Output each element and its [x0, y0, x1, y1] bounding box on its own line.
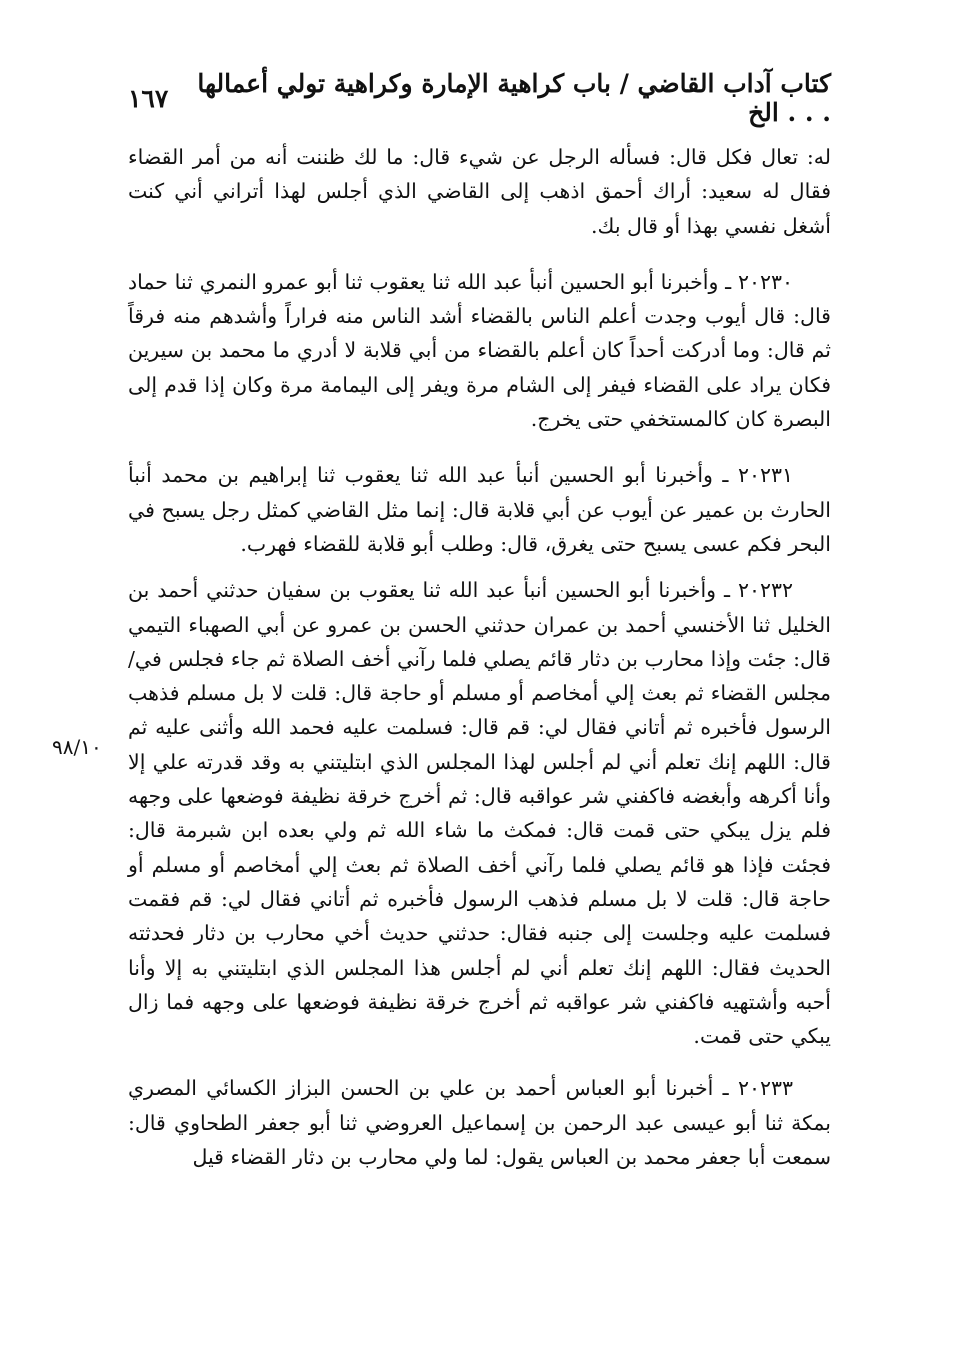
marginal-reference: ٩٨/١٠: [52, 735, 102, 759]
running-header: [128, 69, 831, 127]
hadith-20233: ٢٠٢٣٣ ـ أخبرنا أبو العباس أحمد بن علي بن الحسن البزاز الكسائي المصري بمكة ثنا أبو عيسى عبد الرحمن بن إسماعيل العروضي ثنا أبو جعفر الطحاوي قال: سمعت أبا جعفر محمد بن العباس يقول: لما ولي محارب بن دثار القضاء قيل: [128, 1076, 831, 1170]
header-title: كتاب آداب القاضي / باب كراهية الإمارة وكراهية تولي أعمالها . . . الخ: [197, 69, 831, 127]
hadith-20230: ٢٠٢٣٠ ـ وأخبرنا أبو الحسين أنبأ عبد الله ثنا يعقوب ثنا أبو عمرو النمري ثنا حماد قال: قال أيوب وجدت أعلم الناس بالقضاء أشد الناس منه فراراً وأشدهم منه فرقاً ثم قال: وما أدركت أحداً كان أعلم بالقضاء من أبي قلابة لا أدري ما محمد بن سيرين فكان يراد على القضاء فيفر إلى الشام مرة ويفر إلى اليمامة مرة وكان إذا قدم إلى البصرة كان كالمستخفي حتى يخرج.: [128, 269, 831, 432]
page-number: ١٦٧: [128, 83, 169, 113]
paragraph-continuation: له: تعال فكل قال: فسأله الرجل عن شيء قال: ما لك ظننت أنه من أمر القضاء فقال له سعيد: أراك أحمق اذهب إلى القاضي الذي أجلس لهذا أتراني أني كنت أشغل نفسي بهذا أو قال بك.: [128, 145, 831, 238]
hadith-20231: ٢٠٢٣١ ـ وأخبرنا أبو الحسين أنبأ عبد الله ثنا يعقوب ثنا إبراهيم بن محمد أنبأ الحارث بن عمير عن أيوب عن أبي قلابة قال: إنما مثل القاضي كمثل رجل يسبح في البحر فكم عسى يسبح حتى يغرق، قال: وطلب أبو قلابة للقضاء فهرب.: [128, 463, 831, 556]
body-text: [128, 140, 831, 1174]
hadith-20232: ٢٠٢٣٢ ـ وأخبرنا أبو الحسين أنبأ عبد الله ثنا يعقوب بن سفيان حدثني أحمد بن الخليل ثنا الأخنسي أحمد بن عمران حدثني الحسن بن عمرو عن أبي الصهباء التيمي قال: جئت وإذا محارب بن دثار قائم يصلي فلما رآني أخف الصلاة ثم جاء فجلس في/ مجلس القضاء ثم بعث إلي أمخاصم أو مسلم أو حاجة قال: قلت لا بل مسلم فذهب الرسول فأخبره ثم أتاني فقال لي: قم قال: فسلمت عليه فحمد الله وأثنى عليه ثم قال: اللهم إنك تعلم أني لم أجلس لهذا المجلس الذي ابتليتني به وقد قدرته علي إلا وأنا أكرهه وأبغضه فاكفني شر عواقبه قال: ثم أخرج خرقة نظيفة فوضعها على وجهه فلم يزل يبكي حتى قمت قال: فمكث ما شاء الله ثم ولي بعده ابن شبرمة قال: فجئت فإذا هو قائم يصلي فلما رآني أخف الصلاة ثم بعث إلي أمخاصم أو مسلم أو حاجة قال: قلت لا بل مسلم فذهب الرسول فأخبره ثم أتاني فقال لي: قم فقمت فسلمت عليه وجلست إلى جنبه فقال: حدثني حديث أخي محارب بن دثار فحدثته الحديث فقال: اللهم إنك تعلم أني لم أجلس هذا المجلس الذي ابتليتني به إلا وأنا أحبه وأشتهيه فاكفني شر عواقبه ثم أخرج خرقة نظيفة فوضعها على وجهه فما زال يبكي حتى قمت.: [128, 578, 831, 1049]
